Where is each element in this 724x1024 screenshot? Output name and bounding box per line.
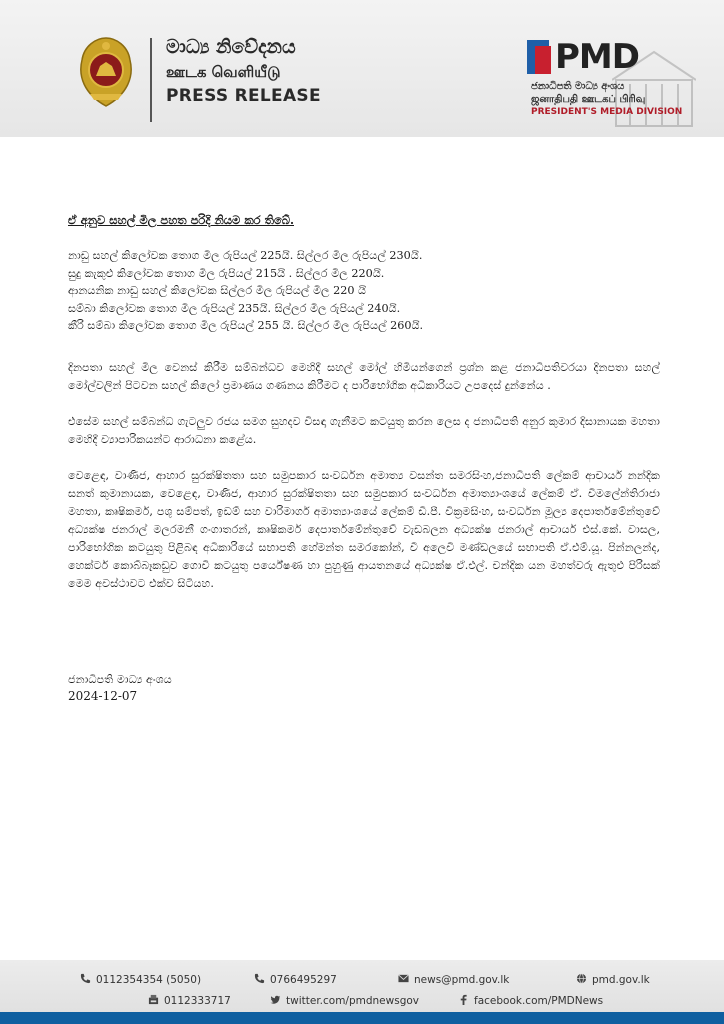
press-release-title bbox=[166, 34, 406, 108]
pmd-logo bbox=[527, 36, 677, 78]
phone-icon bbox=[80, 973, 91, 984]
national-emblem-icon bbox=[76, 36, 136, 108]
globe-icon bbox=[576, 973, 587, 984]
body-heading: ඒ අනුව සහල් මිල පහත පරිදි නියම කර තිබේ. bbox=[68, 213, 294, 227]
pmd-logo-text: PMD bbox=[555, 37, 639, 77]
pmd-logo-red-mark bbox=[535, 46, 551, 74]
body-paragraph: එසේම සහල් සම්බන්ධ ගැටලුව රජය සමග සුහදව විසඳා ගැනීමට කටයුතු කරන ලෙස ද ජනාධිපති අනුර කුමාර දිසානායක මහතා මෙහිදී ව්‍යාපාරිකයන්ට ආරාධනා කළේය. bbox=[68, 414, 660, 446]
footer-phone-2-text: 0766495297 bbox=[270, 974, 337, 986]
phone-icon bbox=[254, 973, 265, 984]
signature-block bbox=[68, 672, 172, 704]
footer-phone-2[interactable] bbox=[254, 973, 337, 986]
org-name-sinhala: ජනාධිපති මාධ්‍ය අංශය bbox=[531, 81, 625, 92]
footer-phone-1[interactable] bbox=[80, 973, 201, 986]
price-item: සුදු කැකුළු කිලෝවක තොග මිල රුපියල් 215යි . සිල්ලර මිල 220යි. bbox=[68, 266, 385, 280]
twitter-icon bbox=[270, 994, 281, 1005]
pmd-org-names bbox=[531, 80, 682, 119]
press-release-body bbox=[68, 212, 660, 593]
header-divider bbox=[150, 38, 152, 122]
body-paragraph: දිනපතා සහල් මිල වෙනස් කිරීම සම්බන්ධව මෙහිදී සහල් මෝල් හිමියන්ගෙන් ප්‍රශ්න කළ ජනාධිපතිවරයා දිනපතා සහල් මෝල්වලින් පිටවන සහල් කිලෝ ප්‍රමාණය ගණනය කිරීමට ද පාරිභෝගික අධිකාරියට උපදෙස් දුන්නේය . bbox=[68, 360, 660, 392]
title-sinhala: මාධ්‍ය නිවේදනය bbox=[166, 36, 296, 58]
footer-website-text: pmd.gov.lk bbox=[592, 974, 650, 986]
org-name-tamil: ஜனாதிபதி ஊடகப் பிரிவு bbox=[531, 94, 646, 105]
footer-twitter-text: twitter.com/pmdnewsgov bbox=[286, 995, 420, 1007]
footer-fax-text: 0112333717 bbox=[164, 995, 231, 1007]
footer-phone-1-text: 0112354354 (5050) bbox=[96, 974, 202, 986]
rice-price-list bbox=[68, 247, 660, 335]
title-tamil: ஊடக வெளியீடு bbox=[166, 63, 281, 81]
footer-fax[interactable] bbox=[148, 994, 231, 1007]
price-item: කීරි සම්බා කිලෝවක තොග මිල රුපියල් 255 යි. සිල්ලර මිල රුපියල් 260යි. bbox=[68, 319, 424, 332]
page-header bbox=[0, 0, 724, 137]
body-paragraph: වෙළෙඳ, වාණිජ, ආහාර සුරක්ෂිතතා සහ සමුපකාර සංවර්ධන අමාත්‍ය වසන්ත සමරසිංහ,ජනාධිපති ලේකම් ආචාර්ය නන්දික සනත් කුමානායක, වෙළෙඳ, වාණිජ, ආහාර සුරක්ෂිතතා සහ සමුපකාර සංවර්ධන අමාත්‍යාංශයේ ලේකම් ඒ. විමලේන්තිරාජා මහතා, කෘෂිකර්ම, පශු සම්පත්, ඉඩම් සහ වාරිමාර්ග අමාත්‍යාංශයේ ලේකම් ඩී.පී. වික්‍රමසිංහ, සංවර්ධන මූල්‍ය දෙපාර්තමේන්තුවේ අධ්‍යක්ෂ ජනරාල් මලරමනී ගංගාතරන්, කෘෂිකර්ම දෙපාර්තමේන්තුවේ වැඩබලන අධ්‍යක්ෂ ජනරාල් ආචාර්ය එස්.කේ. වාසල, පාරිභෝගික කටයුතු පිළිබඳ අධිකාරියේ සභාපති හේමන්ත සමරකෝන්, වී අලෙවි මණ්ඩලයේ සභාපති ඒ.එම්.යූ. පින්නලන්ද, හෙක්ටර් කොබ්බෑකඩුව ගොවි කටයුතු පර්යේෂණ හා පුහුණු ආයතනයේ අධ්‍යක්ෂ ඒ.එල්. චන්දික යන මහත්වරු ඇතුළු පිරිසක් මෙම අවස්ථාවට එක්ව සිටියහ. bbox=[68, 468, 660, 590]
pmd-logo-block bbox=[505, 36, 695, 126]
org-name-english: PRESIDENT'S MEDIA DIVISION bbox=[531, 107, 683, 117]
email-icon bbox=[398, 973, 409, 984]
title-english: PRESS RELEASE bbox=[166, 86, 321, 106]
footer-facebook-text: facebook.com/PMDNews bbox=[474, 995, 604, 1007]
footer-email-text: news@pmd.gov.lk bbox=[414, 974, 510, 986]
footer-facebook[interactable] bbox=[458, 994, 603, 1007]
price-item: ආනයනික නාඩු සහල් කිලෝවක සිල්ලර මිල රුපියල් මිල 220 යි bbox=[68, 284, 367, 297]
fax-icon bbox=[148, 994, 159, 1005]
footer-accent-bar bbox=[0, 1012, 724, 1024]
footer-twitter[interactable] bbox=[270, 994, 419, 1007]
footer-email[interactable] bbox=[398, 973, 509, 986]
price-item: නාඩු සහල් කිලෝවක තොග මිල රුපියල් 225යි. සිල්ලර මිල රුපියල් 230යි. bbox=[68, 249, 423, 262]
facebook-icon bbox=[458, 994, 469, 1005]
price-item: සම්බා කිලෝවක තොග මිල රුපියල් 235යි. සිල්ලර මිල රුපියල් 240යි. bbox=[68, 301, 401, 315]
release-date: 2024-12-07 bbox=[68, 689, 138, 703]
footer-website[interactable] bbox=[576, 973, 650, 986]
signature-org: ජනාධිපති මාධ්‍ය අංශය bbox=[68, 673, 172, 686]
